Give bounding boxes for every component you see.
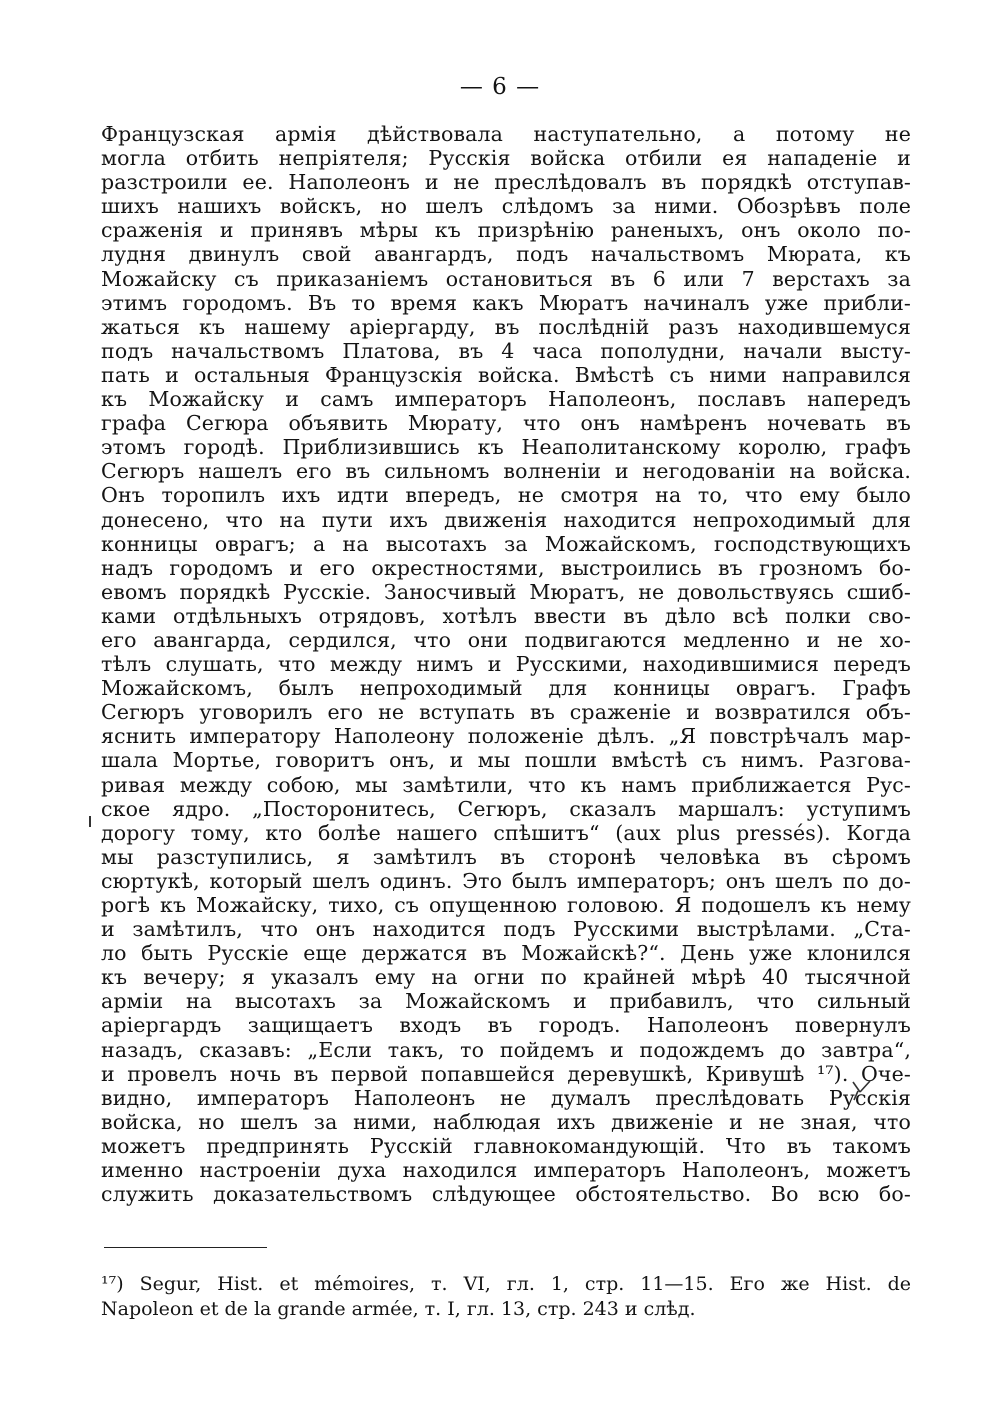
text-line: къ Можайску и самъ императоръ Наполеонъ, пославъ напередъ [101,387,911,412]
text-line: ло быть Русскіе еще держатся въ Можайскѣ?“. День уже клонился [101,941,911,966]
body-text [101,122,911,1206]
text-line: евомъ порядкѣ Русскіе. Заносчивый Мюратъ, не довольствуясь сшиб- [101,579,911,604]
text-line: Французская армія дѣйствовала наступательно, а потому не [101,122,911,146]
text-line: ривая между собою, мы замѣтили, что къ намъ приближается Рус- [101,772,911,797]
text-line: его авангарда, сердился, что они подвигаются медленно и не хо- [101,627,911,652]
text-line: можетъ предпринять Русскій главнокомандующій. Что въ такомъ [101,1133,911,1158]
text-line: войска, но шелъ за ними, наблюдая ихъ движеніе и не зная, что [101,1109,911,1134]
text-line: этимъ городомъ. Въ то время какъ Мюратъ начиналъ уже прибли- [101,290,911,315]
text-line: конницы оврагъ; а на высотахъ за Можайскомъ, господствующихъ [101,531,911,556]
text-line: сюртукѣ, который шелъ одинъ. Это былъ императоръ; онъ шелъ по до- [101,868,911,893]
text-line: и замѣтилъ, что онъ находится подъ Русскими выстрѣлами. „Ста- [101,917,911,942]
text-line: тѣлъ слушать, что между нимъ и Русскими, находившимися передъ [101,652,911,677]
text-line: къ вечеру; я указалъ ему на огни по крайней мѣрѣ 40 тысячной [101,965,911,990]
text-line: арміи на высотахъ за Можайскомъ и прибавилъ, что сильный [101,989,911,1014]
text-line: служить доказательствомъ слѣдующее обстоятельство. Во всю бо- [101,1182,911,1207]
text-line: мы разступились, я замѣтилъ въ сторонѣ человѣка въ сѣромъ [101,844,911,869]
text-line: ками отдѣльныхъ отрядовъ, хотѣлъ ввести въ дѣло всѣ полки сво- [101,603,911,628]
text-line: пать и остальныя Французскія войска. Вмѣстѣ съ ними направился [101,362,911,387]
pencil-check-mark [850,1078,874,1102]
text-line: жаться къ нашему аріергарду, въ послѣдній разъ находившемуся [101,314,911,339]
text-line: именно настроеніи духа находился императоръ Наполеонъ, можетъ [101,1158,911,1183]
text-line: рогѣ къ Можайску, тихо, съ опущенною головою. Я подошелъ къ нему [101,893,911,917]
text-line: Сегюръ уговорилъ его не вступать въ сраженіе и возвратился объ- [101,700,911,725]
text-line: Можайску съ приказаніемъ остановиться въ 6 или 7 верстахъ за [101,266,911,291]
text-line: подъ начальствомъ Платова, въ 4 часа пополудни, начали высту- [101,338,911,363]
margin-mark [89,816,91,827]
text-line: яснить императору Наполеону положеніе дѣлъ. „Я повстрѣчалъ мар- [101,724,911,749]
text-line: видно, императоръ Наполеонъ не думалъ преслѣдовать Русскія [101,1085,911,1110]
text-line: лудня двинулъ свой авангардъ, подъ начальствомъ Мюрата, къ [101,242,911,267]
footnote-rule [104,1247,267,1248]
footnote-line: ¹⁷) Segur, Hist. et mémoires, т. VI, гл. 1, стр. 11—15. Его же Hist. de [101,1273,911,1295]
page-number: — 6 — [459,74,541,100]
text-line: Сегюръ нашелъ его въ сильномъ волненіи и негодованіи на войска. [101,459,911,484]
text-line: разстроили ее. Наполеонъ и не преслѣдовалъ въ порядкѣ отступав- [101,170,911,195]
text-line: надъ городомъ и его окрестностями, выстроились въ грозномъ бо- [101,555,911,580]
text-line: графа Сегюра объявить Мюрату, что онъ намѣренъ ночевать въ [101,411,911,436]
text-line: назадъ, сказавъ: „Если такъ, то пойдемъ и подождемъ до завтра“, [101,1037,911,1062]
text-line: шала Мортье, говоритъ онъ, и мы пошли вмѣстѣ съ нимъ. Разгова- [101,748,911,773]
text-line: и провелъ ночь въ первой попавшейся деревушкѣ, Кривушѣ ¹⁷). Оче- [101,1061,911,1086]
footnote-line: Napoleon et de la grande armée, т. I, гл. 13, стр. 243 и слѣд. [101,1298,696,1320]
text-line: донесено, что на пути ихъ движенія находится непроходимый для [101,507,911,532]
text-line: сраженія и принявъ мѣры къ призрѣнію раненыхъ, онъ около по- [101,218,911,243]
text-line: ское ядро. „Посторонитесь, Сегюръ, сказалъ маршалъ: уступимъ [101,796,911,821]
text-line: аріергардъ защищаетъ входъ въ городъ. Наполеонъ повернулъ [101,1013,911,1038]
text-line: Можайскомъ, былъ непроходимый для конницы оврагъ. Графъ [101,676,911,701]
footnotes [101,1272,911,1322]
text-line: Онъ торопилъ ихъ идти впередъ, не смотря на то, что ему было [101,483,911,508]
text-line: шихъ нашихъ войскъ, но шелъ слѣдомъ за ними. Обозрѣвъ поле [101,194,911,219]
text-line: могла отбить непріятеля; Русскія войска отбили ея нападеніе и [101,146,911,171]
text-line: этомъ городѣ. Приблизившись къ Неаполитанскому королю, графъ [101,435,911,460]
text-line: дорогу тому, кто болѣе нашего спѣшитъ“ (aux plus pressés). Когда [101,820,911,845]
